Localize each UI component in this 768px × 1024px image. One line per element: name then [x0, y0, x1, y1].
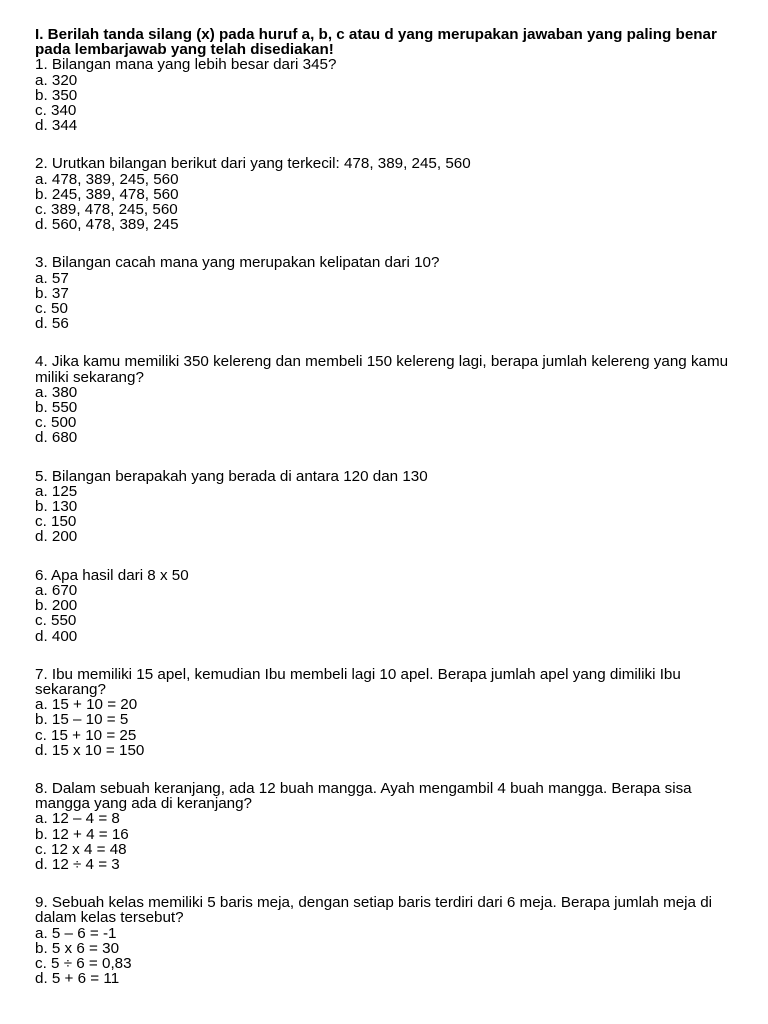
option-c: c. 500 [35, 414, 77, 432]
option-a: a. 478, 389, 245, 560 [35, 170, 179, 188]
option-b: b. 5 x 6 = 30 [35, 939, 120, 957]
question-1 [35, 57, 747, 133]
option-b: b. 15 – 10 = 5 [35, 711, 129, 729]
question-text: 9. Sebuah kelas memiliki 5 baris meja, dengan setiap baris terdiri dari 6 meja. Berapa jumlah meja di dalam kelas tersebut? [35, 894, 713, 927]
option-b: b. 550 [35, 399, 78, 417]
option-c: c. 340 [35, 102, 77, 120]
option-d: d. 680 [35, 429, 78, 447]
question-9 [35, 895, 747, 986]
option-b: b. 350 [35, 86, 78, 104]
option-a: a. 57 [35, 269, 69, 287]
question-text: 2. Urutkan bilangan berikut dari yang terkecil: 478, 389, 245, 560 [35, 155, 471, 173]
option-d: d. 200 [35, 528, 78, 546]
option-c: c. 15 + 10 = 25 [35, 726, 137, 744]
option-c: c. 389, 478, 245, 560 [35, 201, 178, 219]
option-c: c. 5 ÷ 6 = 0,83 [35, 954, 132, 972]
option-d: d. 344 [35, 117, 78, 135]
question-text: 6. Apa hasil dari 8 x 50 [35, 566, 189, 584]
question-7 [35, 667, 747, 758]
question-text: 5. Bilangan berapakah yang berada di antara 120 dan 130 [35, 467, 428, 485]
option-c: c. 12 x 4 = 48 [35, 840, 127, 858]
option-a: a. 15 + 10 = 20 [35, 696, 138, 714]
option-c: c. 550 [35, 612, 77, 630]
option-a: a. 125 [35, 482, 78, 500]
question-6 [35, 568, 747, 644]
option-d: d. 560, 478, 389, 245 [35, 216, 179, 234]
option-b: b. 245, 389, 478, 560 [35, 185, 179, 203]
option-d: d. 15 x 10 = 150 [35, 741, 145, 759]
question-text: 1. Bilangan mana yang lebih besar dari 345? [35, 56, 337, 74]
question-text: 8. Dalam sebuah keranjang, ada 12 buah mangga. Ayah mengambil 4 buah mangga. Berapa sisa mangga yang ada di keranjang? [35, 779, 692, 813]
option-b: b. 12 + 4 = 16 [35, 825, 129, 843]
option-d: d. 56 [35, 315, 69, 333]
option-b: b. 200 [35, 597, 78, 615]
option-a: a. 320 [35, 71, 78, 89]
option-c: c. 150 [35, 513, 77, 531]
option-c: c. 50 [35, 300, 68, 318]
worksheet-page [35, 27, 747, 986]
option-a: a. 12 – 4 = 8 [35, 810, 120, 828]
option-b: b. 130 [35, 498, 78, 516]
option-a: a. 380 [35, 383, 78, 401]
question-text: 4. Jika kamu memiliki 350 kelereng dan membeli 150 kelereng lagi, berapa jumlah kelereng yang kamu miliki sekarang? [35, 353, 729, 386]
option-a: a. 670 [35, 581, 78, 599]
option-b: b. 37 [35, 284, 69, 302]
option-d: d. 400 [35, 627, 78, 645]
instruction-text: I. Berilah tanda silang (x) pada huruf a, b, c atau d yang merupakan jawaban yang paling benar pada lembarjawab yang telah disediakan! [35, 26, 717, 59]
question-8 [35, 781, 747, 872]
question-5 [35, 469, 747, 545]
question-text: 7. Ibu memiliki 15 apel, kemudian Ibu membeli lagi 10 apel. Berapa jumlah apel yang dimiliki Ibu sekarang? [35, 665, 681, 698]
option-a: a. 5 – 6 = -1 [35, 924, 117, 942]
question-2 [35, 156, 747, 232]
question-3 [35, 255, 747, 331]
option-d: d. 12 ÷ 4 = 3 [35, 855, 120, 873]
question-4 [35, 354, 747, 445]
option-d: d. 5 + 6 = 11 [35, 970, 120, 988]
question-text: 3. Bilangan cacah mana yang merupakan kelipatan dari 10? [35, 254, 440, 272]
